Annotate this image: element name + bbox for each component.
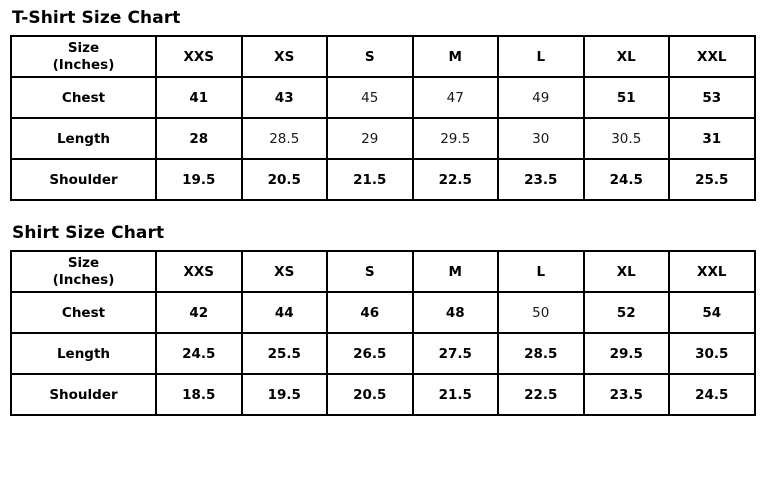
header-size-m: M	[413, 36, 499, 77]
header-size-line1: Size	[67, 254, 100, 271]
header-size-l: L	[498, 251, 584, 292]
cell-chest-s: 46	[327, 292, 413, 333]
cell-chest-xxl: 53	[669, 77, 755, 118]
cell-shoulder-xl: 23.5	[584, 374, 670, 415]
header-size-s: S	[327, 36, 413, 77]
cell-chest-l: 50	[498, 292, 584, 333]
table-header-row	[11, 36, 755, 77]
cell-shoulder-xxs: 19.5	[156, 159, 242, 200]
row-label-chest: Chest	[11, 292, 156, 333]
cell-shoulder-xxs: 18.5	[156, 374, 242, 415]
cell-chest-xxs: 42	[156, 292, 242, 333]
tshirt-size-chart-block	[10, 8, 754, 201]
header-size-line2: (Inches)	[52, 56, 115, 73]
cell-length-xxl: 30.5	[669, 333, 755, 374]
cell-chest-xs: 44	[242, 292, 328, 333]
header-size-label	[11, 36, 156, 77]
cell-length-s: 29	[327, 118, 413, 159]
cell-shoulder-xs: 20.5	[242, 159, 328, 200]
cell-chest-m: 47	[413, 77, 499, 118]
cell-shoulder-l: 23.5	[498, 159, 584, 200]
cell-shoulder-s: 21.5	[327, 159, 413, 200]
header-size-line1: Size	[67, 39, 100, 56]
header-size-label	[11, 251, 156, 292]
table-row	[11, 292, 755, 333]
cell-length-xl: 29.5	[584, 333, 670, 374]
cell-chest-xxl: 54	[669, 292, 755, 333]
cell-shoulder-xxl: 24.5	[669, 374, 755, 415]
cell-chest-l: 49	[498, 77, 584, 118]
header-size-xs: XS	[242, 36, 328, 77]
tshirt-size-table	[10, 35, 756, 201]
header-size-line2: (Inches)	[52, 271, 115, 288]
table-row	[11, 333, 755, 374]
row-label-length: Length	[11, 118, 156, 159]
table-row	[11, 374, 755, 415]
cell-length-xxs: 24.5	[156, 333, 242, 374]
cell-length-l: 28.5	[498, 333, 584, 374]
cell-length-xs: 28.5	[242, 118, 328, 159]
cell-length-s: 26.5	[327, 333, 413, 374]
cell-length-xl: 30.5	[584, 118, 670, 159]
cell-shoulder-xs: 19.5	[242, 374, 328, 415]
cell-shoulder-l: 22.5	[498, 374, 584, 415]
header-size-l: L	[498, 36, 584, 77]
cell-length-xxs: 28	[156, 118, 242, 159]
table-row	[11, 118, 755, 159]
cell-shoulder-m: 21.5	[413, 374, 499, 415]
shirt-size-table	[10, 250, 756, 416]
cell-chest-xxs: 41	[156, 77, 242, 118]
row-label-shoulder: Shoulder	[11, 374, 156, 415]
row-label-length: Length	[11, 333, 156, 374]
header-size-s: S	[327, 251, 413, 292]
table-header-row	[11, 251, 755, 292]
cell-chest-xs: 43	[242, 77, 328, 118]
cell-chest-m: 48	[413, 292, 499, 333]
cell-length-m: 27.5	[413, 333, 499, 374]
cell-length-l: 30	[498, 118, 584, 159]
header-size-xs: XS	[242, 251, 328, 292]
tshirt-chart-title: T-Shirt Size Chart	[12, 8, 181, 28]
cell-shoulder-xl: 24.5	[584, 159, 670, 200]
cell-chest-xl: 51	[584, 77, 670, 118]
header-size-xl: XL	[584, 251, 670, 292]
header-size-xl: XL	[584, 36, 670, 77]
shirt-size-chart-block	[10, 223, 754, 416]
header-size-xxs: XXS	[156, 36, 242, 77]
header-size-xxs: XXS	[156, 251, 242, 292]
cell-length-xxl: 31	[669, 118, 755, 159]
section-spacer	[10, 207, 754, 221]
table-row	[11, 77, 755, 118]
cell-chest-s: 45	[327, 77, 413, 118]
cell-shoulder-s: 20.5	[327, 374, 413, 415]
row-label-chest: Chest	[11, 77, 156, 118]
cell-shoulder-m: 22.5	[413, 159, 499, 200]
cell-shoulder-xxl: 25.5	[669, 159, 755, 200]
cell-length-xs: 25.5	[242, 333, 328, 374]
row-label-shoulder: Shoulder	[11, 159, 156, 200]
cell-chest-xl: 52	[584, 292, 670, 333]
table-row	[11, 159, 755, 200]
cell-length-m: 29.5	[413, 118, 499, 159]
shirt-chart-title: Shirt Size Chart	[12, 223, 165, 243]
header-size-xxl: XXL	[669, 251, 755, 292]
header-size-xxl: XXL	[669, 36, 755, 77]
header-size-m: M	[413, 251, 499, 292]
